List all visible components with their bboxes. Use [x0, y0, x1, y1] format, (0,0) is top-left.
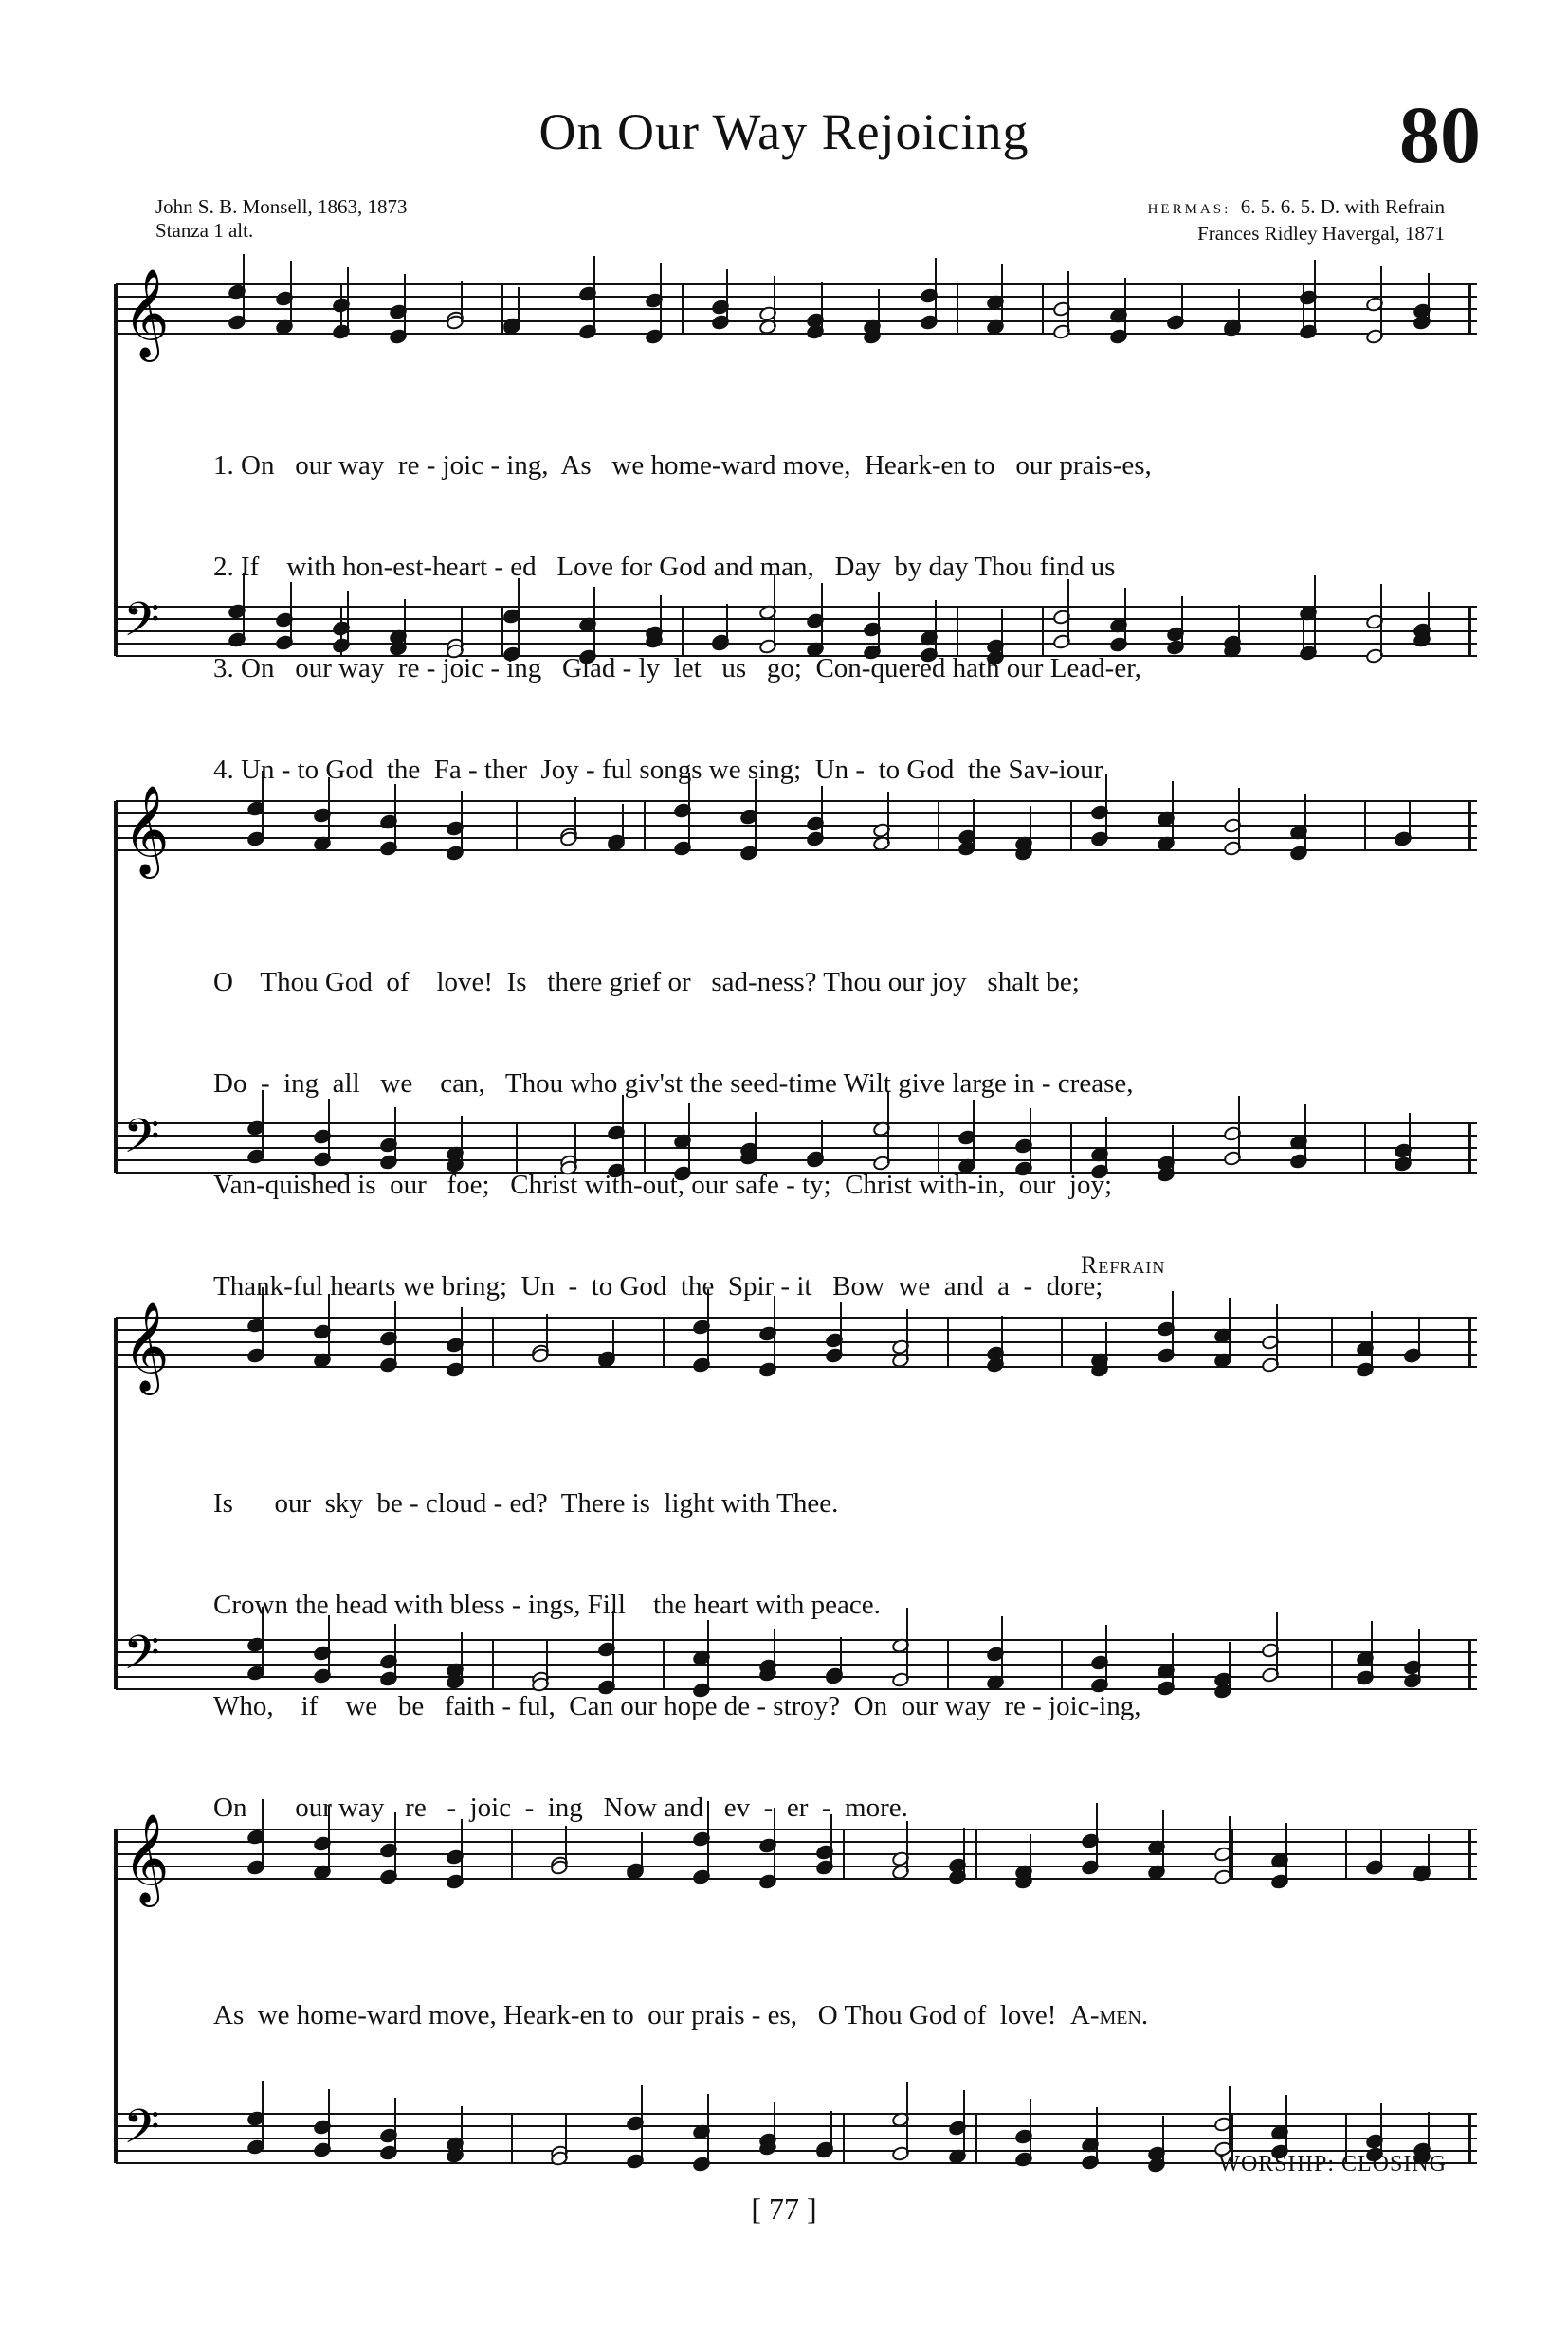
hymn-title: On Our Way Rejoicing: [538, 103, 1030, 160]
treble-clef-icon: 𝄞: [123, 1302, 170, 1392]
author-name: John S. B. Monsell, 1863, 1873: [155, 195, 408, 218]
composer-credit: Frances Ridley Havergal, 1871: [1197, 222, 1445, 245]
lyrics-system-4: [213, 1934, 1474, 2066]
lyric-line: Thank-ful hearts we bring; Un - to God the Spir - it Bow we and a - dore;: [213, 1271, 1103, 1302]
lyric-line: Who, if we be faith - ful, Can our hope de - stroy? On our way re - joic-ing,: [213, 1691, 1141, 1721]
bass-clef-icon: 𝄢: [123, 1109, 160, 1175]
author-note: Stanza 1 alt.: [155, 219, 254, 242]
bass-clef-icon: 𝄢: [123, 2100, 160, 2166]
lyrics-system-1: [213, 384, 1474, 821]
lyrics-system-3: [213, 1422, 1474, 1859]
lyric-line: Do - ing all we can, Thou who giv'st the seed-time Wilt give large in - crease,: [213, 1068, 1134, 1099]
category-label: WORSHIP: CLOSING: [1218, 2152, 1447, 2176]
lyrics-system-2: [213, 901, 1474, 1338]
treble-clef-icon: 𝄞: [123, 268, 170, 358]
treble-clef-icon: 𝄞: [123, 1813, 170, 1903]
treble-clef-icon: 𝄞: [123, 785, 170, 875]
lyric-text: As we home-ward move, Heark-en to our prais - es, O Thou God of love!: [213, 2000, 1057, 2030]
lyric-line: 4. Un - to God the Fa - ther Joy - ful songs we sing; Un - to God the Sav-iour: [213, 755, 1103, 785]
bass-clef-icon: 𝄢: [123, 1626, 160, 1692]
hymn-number: 80: [1399, 89, 1481, 180]
refrain-label: Refrain: [1081, 1251, 1166, 1279]
bass-clef-icon: 𝄢: [123, 592, 160, 659]
lyric-line: 1. On our way re - joic - ing, As we home-ward move, Heark-en to our prais-es,: [213, 450, 1152, 481]
page-number: [ 77 ]: [751, 2192, 817, 2226]
lyric-line: 3. On our way re - joic - ing Glad - ly let us go; Con-quered hath our Lead-er,: [213, 653, 1141, 683]
lyric-line: Crown the head with bless - ings, Fill the heart with peace.: [213, 1590, 881, 1620]
lyric-line: O Thou God of love! Is there grief or sad-ness? Thou our joy shalt be;: [213, 967, 1080, 997]
amen-label: A-men.: [1069, 2000, 1149, 2030]
lyric-line: 2. If with hon-est-heart - ed Love for God and man, Day by day Thou find us: [213, 552, 1116, 582]
lyric-line: Is our sky be - cloud - ed? There is light with Thee.: [213, 1488, 839, 1519]
lyric-line: Van-quished is our foe; Christ with-out, our safe - ty; Christ with-in, our joy;: [213, 1170, 1113, 1200]
tune-name: HERMAS:: [1147, 202, 1231, 217]
tune-meter: 6. 5. 6. 5. D. with Refrain: [1240, 195, 1445, 218]
lyric-line: [213, 1996, 1474, 2035]
lyric-line: On our way re - joic - ing Now and ev - er - more.: [213, 1793, 908, 1823]
